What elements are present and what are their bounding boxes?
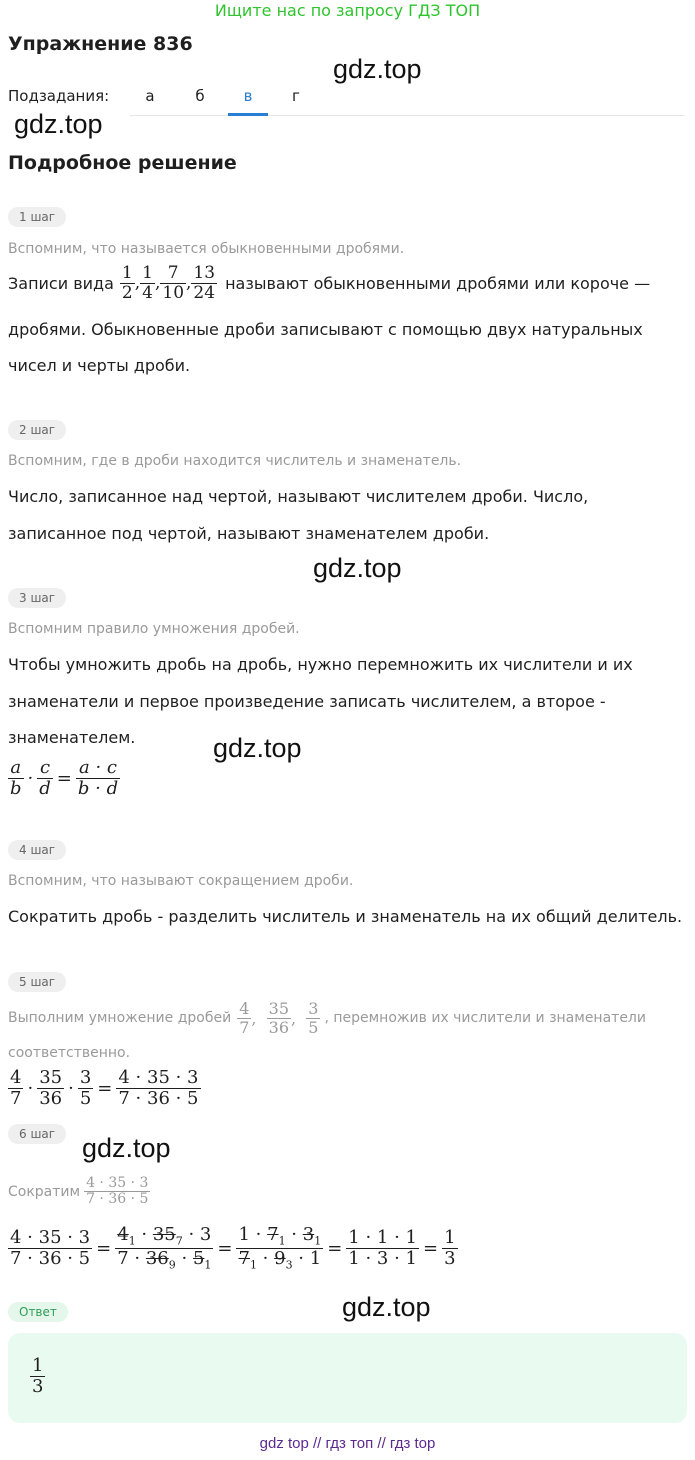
fraction: $\frac{35}{36}$ xyxy=(268,999,289,1037)
page-title: Упражнение 836 xyxy=(8,33,193,55)
search-banner: Ищите нас по запросу ГДЗ ТОП xyxy=(214,1,481,20)
watermark: gdz.top xyxy=(14,109,103,139)
step-hint: Вспомним, что называют сокращением дроби. xyxy=(8,873,354,889)
tabs-divider xyxy=(130,115,685,116)
fraction: $\frac{3}{5}$ xyxy=(308,999,319,1037)
fraction: $\frac{4 \cdot 35 \cdot 3}{7 \cdot 36 \cdot 5}$ xyxy=(86,1175,149,1208)
tab-v[interactable]: в xyxy=(243,87,253,105)
step-badge: 4 шаг xyxy=(8,840,66,860)
step-text: Записи вида xyxy=(8,273,114,293)
step-hint: Вспомним правило умножения дробей. xyxy=(8,621,300,637)
fraction: $\frac{a \cdot c}{b \cdot d}$ xyxy=(77,757,119,799)
fraction: $\frac{13}{24}$ xyxy=(193,263,216,303)
step-text: Сократить дробь - разделить числитель и знаменатель на их общий делитель. xyxy=(8,907,683,926)
step-badge: 1 шаг xyxy=(8,207,66,227)
tab-g[interactable]: г xyxy=(292,87,300,105)
answer-value xyxy=(30,1356,45,1397)
step-text: чисел и черты дроби. xyxy=(8,356,191,375)
fraction: $\frac{4}{7}$ xyxy=(10,1067,22,1109)
tab-b[interactable]: б xyxy=(195,87,205,105)
step-badge: 3 шаг xyxy=(8,588,66,608)
step-text: знаменателем. xyxy=(8,728,136,747)
step-hint: соответственно. xyxy=(8,1045,131,1061)
step-badge: 6 шаг xyxy=(8,1124,66,1144)
step-text: называют обыкновенными дробями или короче — xyxy=(225,273,651,293)
fraction: $\frac{1 \cdot 1 \cdot 1}{1 \cdot 3 \cdot 1}$ xyxy=(348,1226,417,1269)
step-badge: 2 шаг xyxy=(8,420,66,440)
multiplication-formula: $\frac{4}{7}$ · $\frac{35}{36}$ · $\frac{3}{5}$ = $\frac{4 \cdot 35 \cdot 3}{7 \cdot 36 \cdot 5}$ xyxy=(10,1067,199,1109)
fraction: $\frac{35}{36}$ xyxy=(39,1067,63,1109)
watermark: gdz.top xyxy=(333,54,422,84)
fraction-list: $\frac{4}{7}$ , $\frac{35}{36}$ , $\frac{3}{5}$ xyxy=(239,999,319,1037)
multiplication-rule-formula: $\frac{a}{b}$ · $\frac{c}{d}$ = $\frac{a \cdot c}{b \cdot d}$ xyxy=(10,757,119,799)
watermark: gdz.top xyxy=(342,1292,431,1322)
step-text: дробями. Обыкновенные дроби записывают с помощью двух натуральных xyxy=(8,320,643,339)
step-hint: Выполним умножение дробей $\frac{4}{7}$ , $\frac{35}{36}$ , $\frac{3}{5}$ , перемножив их числители и знаменатели xyxy=(8,999,646,1037)
fraction-crossed: $\frac{1 \cdot 7_1 \cdot 3_1}{7_1 \cdot 9_3 \cdot 1}$ xyxy=(238,1224,322,1272)
fraction: $\frac{1}{3}$ xyxy=(444,1226,456,1269)
fraction: $\frac{c}{d}$ xyxy=(39,757,51,799)
fraction: $\frac{4 \cdot 35 \cdot 3}{7 \cdot 36 \cdot 5}$ xyxy=(118,1067,199,1109)
step-hint: Сократим $\frac{4 \cdot 35 \cdot 3}{7 \cdot 36 \cdot 5}$ xyxy=(8,1175,149,1208)
fraction: $\frac{1}{4}$ xyxy=(142,263,153,303)
fraction: $\frac{3}{5}$ xyxy=(79,1067,92,1109)
solution-heading: Подробное решение xyxy=(8,152,237,174)
step-hint: Вспомним, где в дроби находится числитель и знаменатель. xyxy=(8,453,462,469)
step-text: Чтобы умножить дробь на дробь, нужно перемножить их числители и их xyxy=(8,655,633,674)
answer-box xyxy=(8,1333,687,1423)
fraction: $\frac{4}{7}$ xyxy=(239,999,250,1037)
fraction: $\frac{1}{2}$ xyxy=(121,263,133,303)
fraction-list: $\frac{1}{2}$ , $\frac{1}{4}$ , $\frac{7}{10}$ , $\frac{13}{24}$ xyxy=(121,263,216,303)
fraction: $\frac{4 \cdot 35 \cdot 3}{7 \cdot 36 \cdot 5}$ xyxy=(10,1226,91,1269)
answer-badge: Ответ xyxy=(8,1302,68,1322)
step-text: знаменатели и первое произведение записать числителем, а второе - xyxy=(8,692,606,711)
step-badge: 5 шаг xyxy=(8,972,66,992)
step-text: записанное под чертой, называют знаменателем дроби. xyxy=(8,524,490,543)
watermark: gdz.top xyxy=(313,553,402,583)
reduction-formula: $\frac{4 \cdot 35 \cdot 3}{7 \cdot 36 \cdot 5}$ = $\frac{4_1 \cdot 35_7 \cdot 3}{7 \cdot 36_9 \cdot 5_1}$ = $\frac{1 \cdot 7_1 \cdot 3_1}{7_1 \cdot 9_3 \cdot 1}$ = $\frac{1 \cdot 1 \cdot 1}{1 \cdot 3 \cdot 1}$ = $\frac{1}{3}$ xyxy=(10,1224,456,1272)
active-tab-indicator xyxy=(228,113,268,116)
fraction: $\frac{a}{b}$ xyxy=(10,757,22,799)
fraction: $\frac{7}{10}$ xyxy=(162,263,185,303)
fraction-crossed: $\frac{4_1 \cdot 35_7 \cdot 3}{7 \cdot 36_9 \cdot 5_1}$ xyxy=(117,1224,212,1272)
tab-a[interactable]: а xyxy=(145,87,155,105)
subtasks-label: Подзадания: xyxy=(8,87,110,105)
footer-links[interactable]: gdz top // гдз топ // гдз top xyxy=(259,1435,436,1452)
step-hint: Вспомним, что называется обыкновенными дробями. xyxy=(8,241,405,257)
fraction: $\frac{1}{3}$ xyxy=(32,1355,44,1397)
watermark: gdz.top xyxy=(82,1133,171,1163)
step-1-line-1 xyxy=(8,264,650,302)
watermark: gdz.top xyxy=(213,733,302,763)
step-text: Число, записанное над чертой, называют числителем дроби. Число, xyxy=(8,487,589,506)
